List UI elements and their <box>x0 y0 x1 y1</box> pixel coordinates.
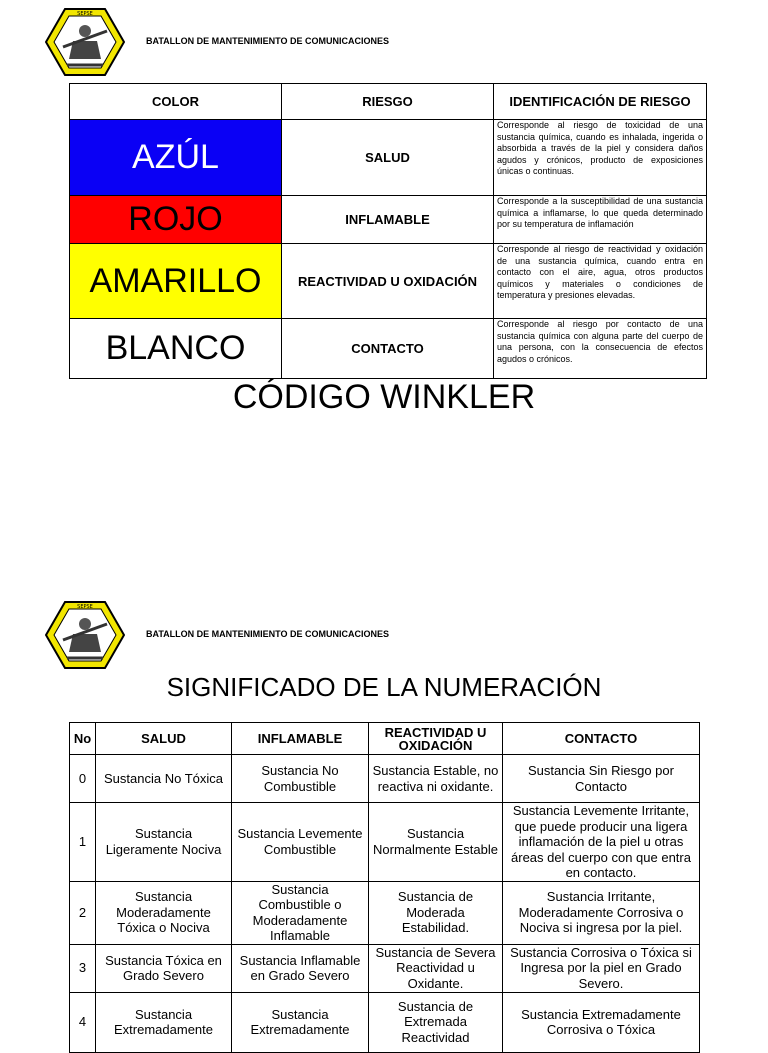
cell-no: 1 <box>70 803 96 882</box>
col-header-no: No <box>70 723 96 755</box>
cell-salud: Sustancia Extremadamente <box>96 992 232 1052</box>
batallon-logo <box>45 7 125 77</box>
cell-inflamable: Sustancia Inflamable en Grado Severo <box>232 944 369 992</box>
cell-inflamable: Sustancia Levemente Combustible <box>232 803 369 882</box>
table-row <box>70 992 700 1052</box>
cell-reactividad: Sustancia de Moderada Estabilidad. <box>369 881 503 944</box>
cell-reactividad: Sustancia de Severa Reactividad u Oxidante. <box>369 944 503 992</box>
numeracion-table <box>69 722 700 1053</box>
col-header-color: COLOR <box>70 84 282 120</box>
cell-inflamable: Sustancia Extremadamente <box>232 992 369 1052</box>
table-row <box>70 244 707 319</box>
logo-text: SEPSE <box>77 11 93 17</box>
cell-contacto: Sustancia Irritante, Moderadamente Corrosiva o Nociva si ingresa por la piel. <box>503 881 700 944</box>
color-cell-blue: AZÚL <box>70 120 282 196</box>
cell-contacto: Sustancia Levemente Irritante, que puede producir una ligera inflamación de la piel u otras áreas del cuerpo con que entra en contacto. <box>503 803 700 882</box>
table-row <box>70 803 700 882</box>
cell-no: 2 <box>70 881 96 944</box>
org-name: BATALLON DE MANTENIMIENTO DE COMUNICACIONES <box>146 629 389 639</box>
col-header-inflamable: INFLAMABLE <box>232 723 369 755</box>
numeracion-title: SIGNIFICADO DE LA NUMERACIÓN <box>166 672 602 702</box>
table-row <box>70 319 707 379</box>
cell-reactividad: Sustancia Estable, no reactiva ni oxidante. <box>369 755 503 803</box>
cell-salud: Sustancia Ligeramente Nociva <box>96 803 232 882</box>
cell-inflamable: Sustancia Combustible o Moderadamente Inflamable <box>232 881 369 944</box>
cell-reactividad: Sustancia de Extremada Reactividad <box>369 992 503 1052</box>
table-row <box>70 120 707 196</box>
col-header-risk: RIESGO <box>282 84 494 120</box>
cell-no: 3 <box>70 944 96 992</box>
org-name: BATALLON DE MANTENIMIENTO DE COMUNICACIONES <box>146 36 389 46</box>
cell-no: 4 <box>70 992 96 1052</box>
cell-inflamable: Sustancia No Combustible <box>232 755 369 803</box>
cell-salud: Sustancia No Tóxica <box>96 755 232 803</box>
risk-cell: SALUD <box>282 120 494 196</box>
risk-cell: REACTIVIDAD U OXIDACIÓN <box>282 244 494 319</box>
col-header-contacto: CONTACTO <box>503 723 700 755</box>
cell-reactividad: Sustancia Normalmente Estable <box>369 803 503 882</box>
description-cell: Corresponde al riesgo de reactividad y oxidación de una sustancia química, cuando entra en contacto con el aire, agua, otros productos químicos y materiales o condiciones de temperatura y presiones elevadas. <box>494 244 707 319</box>
cell-salud: Sustancia Tóxica en Grado Severo <box>96 944 232 992</box>
color-cell-white: BLANCO <box>70 319 282 379</box>
cell-no: 0 <box>70 755 96 803</box>
cell-salud: Sustancia Moderadamente Tóxica o Nociva <box>96 881 232 944</box>
col-header-identification: IDENTIFICACIÓN DE RIESGO <box>494 84 707 120</box>
logo-text: SEPSE <box>77 604 93 610</box>
description-cell: Corresponde a la susceptibilidad de una sustancia química a inflamarse, lo que queda determinado por su temperatura de inflamación <box>494 196 707 244</box>
batallon-logo <box>45 600 125 670</box>
table-row <box>70 881 700 944</box>
table-row <box>70 196 707 244</box>
col-header-salud: SALUD <box>96 723 232 755</box>
description-cell: Corresponde al riesgo por contacto de una sustancia química con alguna parte del cuerpo de una persona, con la consecuencia de efectos agudos o crónicos. <box>494 319 707 379</box>
table-row <box>70 944 700 992</box>
winkler-title: CÓDIGO WINKLER <box>232 378 536 416</box>
cell-contacto: Sustancia Sin Riesgo por Contacto <box>503 755 700 803</box>
color-cell-red: ROJO <box>70 196 282 244</box>
cell-contacto: Sustancia Extremadamente Corrosiva o Tóxica <box>503 992 700 1052</box>
cell-contacto: Sustancia Corrosiva o Tóxica si Ingresa por la piel en Grado Severo. <box>503 944 700 992</box>
risk-cell: INFLAMABLE <box>282 196 494 244</box>
col-header-reactividad: REACTIVIDAD U OXIDACIÓN <box>369 723 503 755</box>
table-row <box>70 755 700 803</box>
risk-cell: CONTACTO <box>282 319 494 379</box>
winkler-table <box>69 83 707 379</box>
description-cell: Corresponde al riesgo de toxicidad de una sustancia química, cuando es inhalada, ingerida o absorbida a través de la piel y considera daños agudos y crónicos, producto de exposiciones únicas o continuas. <box>494 120 707 196</box>
color-cell-yellow: AMARILLO <box>70 244 282 319</box>
